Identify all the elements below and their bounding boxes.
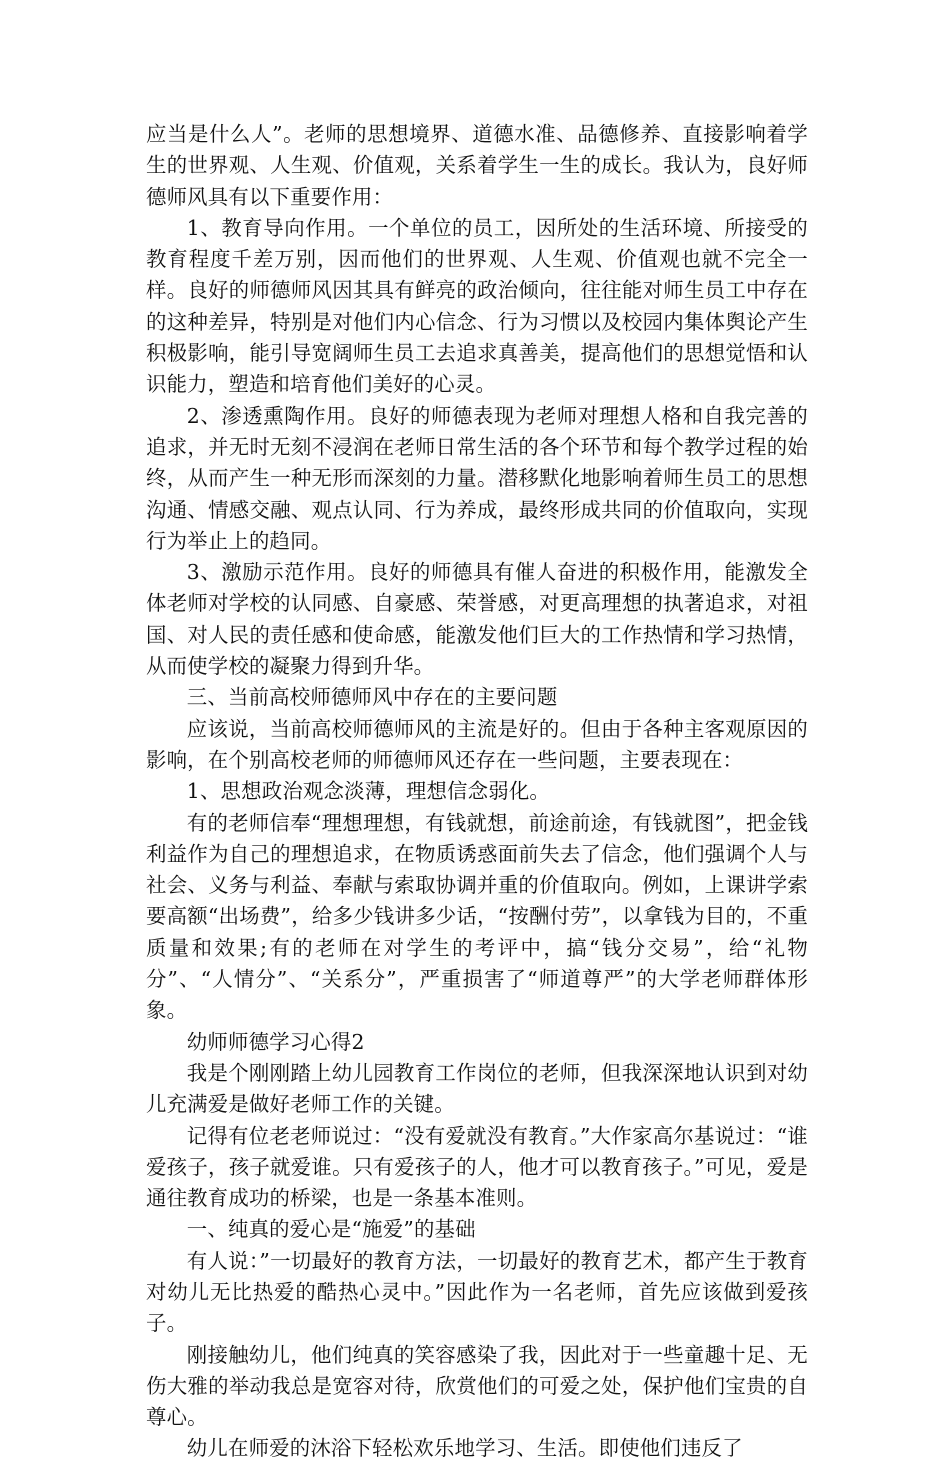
paragraph: 3、激励示范作用。良好的师德具有催人奋进的积极作用，能激发全体老师对学校的认同感、自豪感、荣誉感，对更高理想的执著追求，对祖国、对人民的责任感和使命感，能激发他们巨大的工作热情和学习热情，从而使学校的凝聚力得到升华。 bbox=[146, 560, 808, 679]
paragraph: 我是个刚刚踏上幼儿园教育工作岗位的老师，但我深深地认识到对幼儿充满爱是做好老师工作的关键。 bbox=[146, 1060, 808, 1117]
paragraph: 应该说，当前高校师德师风的主流是好的。但由于各种主客观原因的影响，在个别高校老师的师德师风还存在一些问题，主要表现在： bbox=[146, 716, 808, 772]
paragraph: 1、思想政治观念淡薄，理想信念弱化。 bbox=[186, 779, 551, 804]
section-heading: 一、纯真的爱心是“施爱”的基础 bbox=[186, 1217, 476, 1242]
paragraph: 有的老师信奉“理想理想，有钱就想，前途前途，有钱就图”，把金钱利益作为自己的理想追求，在物质诱惑面前失去了信念，他们强调个人与社会、义务与利益、奉献与索取协调并重的价值取向。例如，上课讲学索要高额“出场费”，给多少钱讲多少话，“按酬付劳”，以拿钱为目的，不重质量和效果;有的老师在对学生的考评中，搞“钱分交易”，给“礼物分”、“人情分”、“关系分”，严重损害了“师道尊严”的大学老师群体形象。 bbox=[146, 810, 808, 1023]
section-heading: 三、当前高校师德师风中存在的主要问题 bbox=[186, 685, 558, 710]
paragraph: 1、教育导向作用。一个单位的员工，因所处的生活环境、所接受的教育程度千差万别，因而他们的世界观、人生观、价值观也就不完全一样。良好的师德师风因其具有鲜亮的政治倾向，往往能对师生员工中存在的这种差异，特别是对他们内心信念、行为习惯以及校园内集体舆论产生积极影响，能引导宽阔师生员工去追求真善美，提高他们的思想觉悟和认识能力，塑造和培育他们美好的心灵。 bbox=[146, 215, 808, 397]
paragraph: 2、渗透熏陶作用。良好的师德表现为老师对理想人格和自我完善的追求，并无时无刻不浸润在老师日常生活的各个环节和每个教学过程的始终，从而产生一种无形而深刻的力量。潜移默化地影响着师生员工的思想沟通、情感交融、观点认同、行为养成，最终形成共同的价值取向，实现行为举止上的趋同。 bbox=[146, 403, 808, 553]
paragraph: 记得有位老老师说过：“没有爱就没有教育。”大作家高尔基说过：“谁爱孩子，孩子就爱谁。只有爱孩子的人，他才可以教育孩子。”可见，爱是通往教育成功的桥梁，也是一条基本准则。 bbox=[146, 1123, 808, 1211]
section-heading: 幼师师德学习心得2 bbox=[186, 1029, 365, 1054]
paragraph: 刚接触幼儿，他们纯真的笑容感染了我，因此对于一些童趣十足、无伤大雅的举动我总是宽容对待，欣赏他们的可爱之处，保护他们宝贵的自尊心。 bbox=[146, 1342, 808, 1430]
paragraph: 应当是什么人”。老师的思想境界、道德水准、品德修养、直接影响着学生的世界观、人生观、价值观，关系着学生一生的成长。我认为，良好师德师风具有以下重要作用： bbox=[146, 122, 808, 209]
body-text bbox=[146, 119, 808, 1465]
paragraph: 有人说：”一切最好的教育方法，一切最好的教育艺术，都产生于教育对幼儿无比热爱的酷热心灵中。”因此作为一名老师，首先应该做到爱孩子。 bbox=[146, 1248, 808, 1336]
paragraph: 幼儿在师爱的沐浴下轻松欢乐地学习、生活。即使他们违反了 bbox=[186, 1436, 743, 1461]
